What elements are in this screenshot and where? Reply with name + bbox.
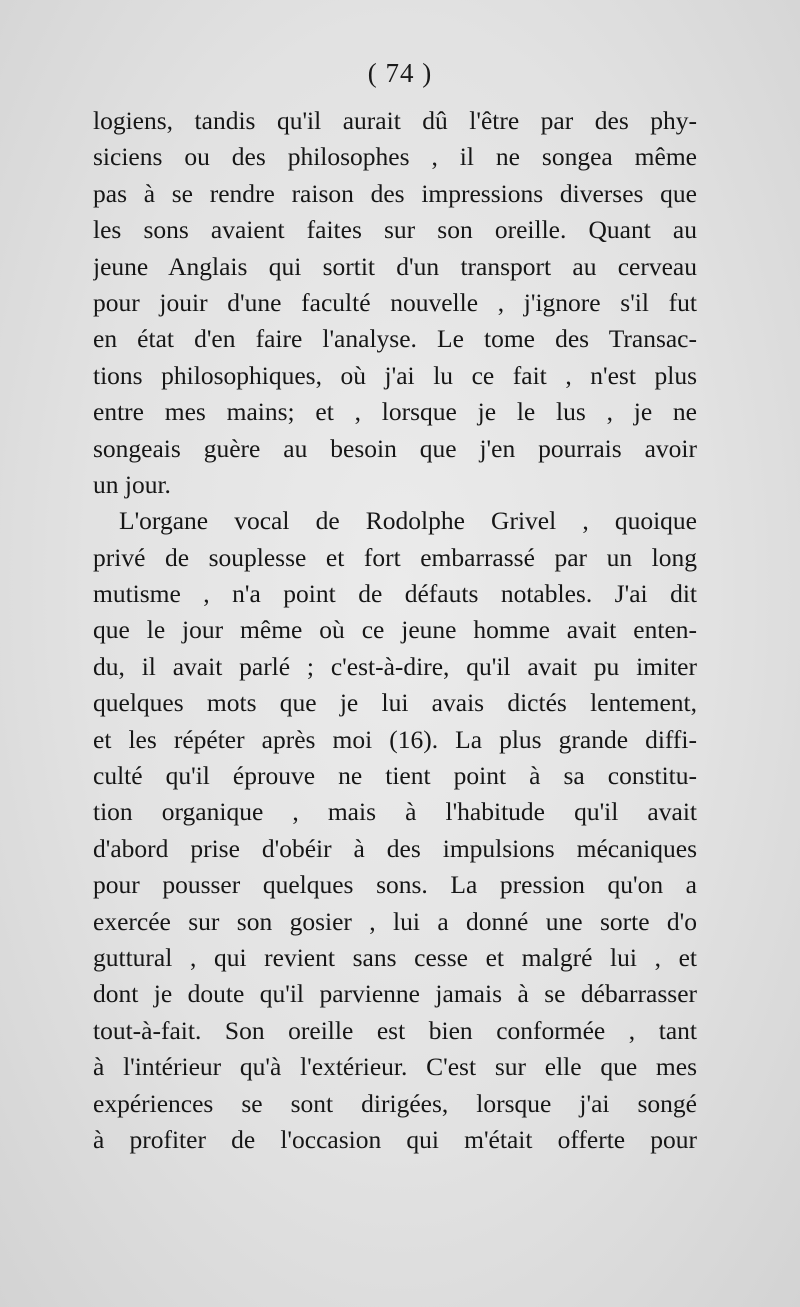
paragraph-start-line: L'organe vocal de Rodolphe Grivel , quoique	[119, 506, 697, 536]
text-line: dont je doute qu'il parvienne jamais à se débarrasser	[93, 979, 697, 1009]
text-line: à l'intérieur qu'à l'extérieur. C'est sur elle que mes	[93, 1052, 697, 1082]
text-line: quelques mots que je lui avais dictés lentement,	[93, 688, 697, 718]
text-line: culté qu'il éprouve ne tient point à sa constitu-	[93, 761, 697, 791]
text-line: que le jour même où ce jeune homme avait enten-	[93, 615, 697, 645]
text-line: pas à se rendre raison des impressions diverses que	[93, 178, 697, 208]
page-number: ( 74 )	[367, 58, 433, 88]
text-line: tions philosophiques, où j'ai lu ce fait , n'est plus	[93, 360, 697, 390]
text-line: tion organique , mais à l'habitude qu'il avait	[93, 797, 697, 827]
text-line: du, il avait parlé ; c'est-à-dire, qu'il avait pu imiter	[93, 651, 697, 681]
text-line: mutisme , n'a point de défauts notables. J'ai dit	[93, 579, 697, 609]
paragraph-end-line: un jour.	[93, 469, 171, 499]
text-line: à profiter de l'occasion qui m'était offerte pour	[93, 1124, 697, 1154]
text-line: expériences se sont dirigées, lorsque j'ai songé	[93, 1088, 697, 1118]
text-line: et les répéter après moi (16). La plus grande diffi-	[93, 724, 697, 754]
text-line: guttural , qui revient sans cesse et malgré lui , et	[93, 942, 697, 972]
text-line: songeais guère au besoin que j'en pourrais avoir	[93, 433, 697, 463]
text-line: entre mes mains; et , lorsque je le lus , je ne	[93, 397, 697, 427]
text-line: en état d'en faire l'analyse. Le tome des Transac-	[93, 324, 697, 354]
text-line: exercée sur son gosier , lui a donné une sorte d'o	[93, 906, 697, 936]
text-line: pour jouir d'une faculté nouvelle , j'ignore s'il fut	[93, 287, 697, 317]
body-text	[93, 103, 697, 1158]
text-line: pour pousser quelques sons. La pression qu'on a	[93, 870, 697, 900]
text-line: jeune Anglais qui sortit d'un transport au cerveau	[93, 251, 697, 281]
text-line: les sons avaient faites sur son oreille. Quant au	[93, 215, 697, 245]
text-line: d'abord prise d'obéir à des impulsions mécaniques	[93, 833, 697, 863]
text-line: privé de souplesse et fort embarrassé par un long	[93, 542, 697, 572]
text-line: siciens ou des philosophes , il ne songea même	[93, 142, 697, 172]
text-line: logiens, tandis qu'il aurait dû l'être par des phy-	[93, 106, 697, 135]
text-line: tout-à-fait. Son oreille est bien conformée , tant	[93, 1015, 697, 1045]
